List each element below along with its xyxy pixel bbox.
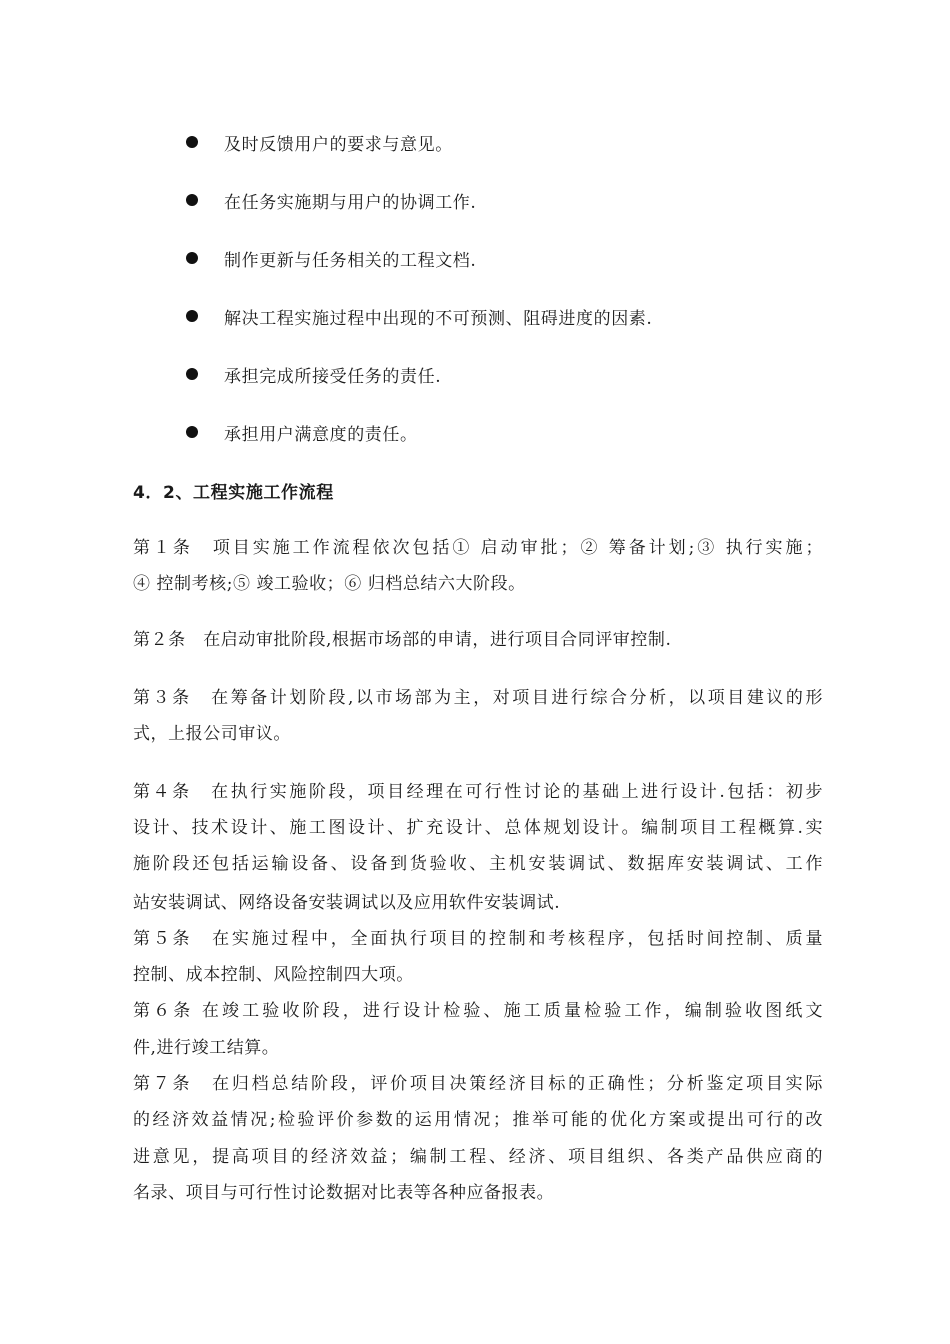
article-3-line-2: 式，上报公司审议。 bbox=[133, 724, 291, 744]
bullet-text: 解决工程实施过程中出现的不可预测、阻碍进度的因素. bbox=[224, 308, 653, 329]
article-4-line-1: 第４条 在执行实施阶段，项目经理在可行性讨论的基础上进行设计.包括：初步 bbox=[133, 782, 823, 802]
article-2-line-1: 第２条 在启动审批阶段,根据市场部的申请，进行项目合同评审控制. bbox=[133, 630, 672, 650]
article-3-line-1: 第３条 在筹备计划阶段,以市场部为主，对项目进行综合分析，以项目建议的形 bbox=[133, 688, 823, 708]
bullet-text: 制作更新与任务相关的工程文档. bbox=[224, 250, 477, 271]
bullet-item bbox=[186, 302, 826, 330]
bullet-item bbox=[186, 360, 826, 388]
bullet-item bbox=[186, 128, 826, 156]
bullet-item bbox=[186, 418, 826, 446]
section-heading: 4．2、工程实施工作流程 bbox=[133, 483, 334, 503]
article-7-line-2: 的经济效益情况;检验评价参数的运用情况；推举可能的优化方案或提出可行的改 bbox=[133, 1110, 823, 1130]
bullet-text: 承担完成所接受任务的责任. bbox=[224, 366, 442, 387]
article-4-line-2: 设计、技术设计、施工图设计、扩充设计、总体规划设计。编制项目工程概算.实 bbox=[133, 818, 823, 838]
article-5-line-2: 控制、成本控制、风险控制四大项。 bbox=[133, 965, 414, 985]
bullet-dot-icon bbox=[186, 368, 198, 380]
article-4-line-3: 施阶段还包括运输设备、设备到货验收、主机安装调试、数据库安装调试、工作 bbox=[133, 854, 823, 874]
article-6-line-1: 第６条 在竣工验收阶段，进行设计检验、施工质量检验工作，编制验收图纸文 bbox=[133, 1001, 823, 1021]
bullet-text: 及时反馈用户的要求与意见。 bbox=[224, 134, 453, 155]
article-1-line-1: 第１条 项目实施工作流程依次包括① 启动审批；② 筹备计划;③ 执行实施； bbox=[133, 538, 823, 558]
bullet-dot-icon bbox=[186, 426, 198, 438]
bullet-item bbox=[186, 186, 826, 214]
article-7-line-1: 第７条 在归档总结阶段，评价项目决策经济目标的正确性；分析鉴定项目实际 bbox=[133, 1074, 823, 1094]
article-7-line-3: 进意见，提高项目的经济效益；编制工程、经济、项目组织、各类产品供应商的 bbox=[133, 1147, 823, 1167]
bullet-dot-icon bbox=[186, 310, 198, 322]
bullet-item bbox=[186, 244, 826, 272]
article-4-line-4: 站安装调试、网络设备安装调试以及应用软件安装调试. bbox=[133, 893, 561, 913]
article-5-line-1: 第５条 在实施过程中，全面执行项目的控制和考核程序，包括时间控制、质量 bbox=[133, 929, 823, 949]
bullet-text: 承担用户满意度的责任。 bbox=[224, 424, 418, 445]
bullet-dot-icon bbox=[186, 136, 198, 148]
article-7-line-4: 名录、项目与可行性讨论数据对比表等各种应备报表。 bbox=[133, 1183, 555, 1203]
article-1-line-2: ④ 控制考核;⑤ 竣工验收；⑥ 归档总结六大阶段。 bbox=[133, 574, 526, 594]
bullet-dot-icon bbox=[186, 194, 198, 206]
bullet-dot-icon bbox=[186, 252, 198, 264]
bullet-text: 在任务实施期与用户的协调工作. bbox=[224, 192, 477, 213]
article-6-line-2: 件,进行竣工结算。 bbox=[133, 1038, 280, 1058]
